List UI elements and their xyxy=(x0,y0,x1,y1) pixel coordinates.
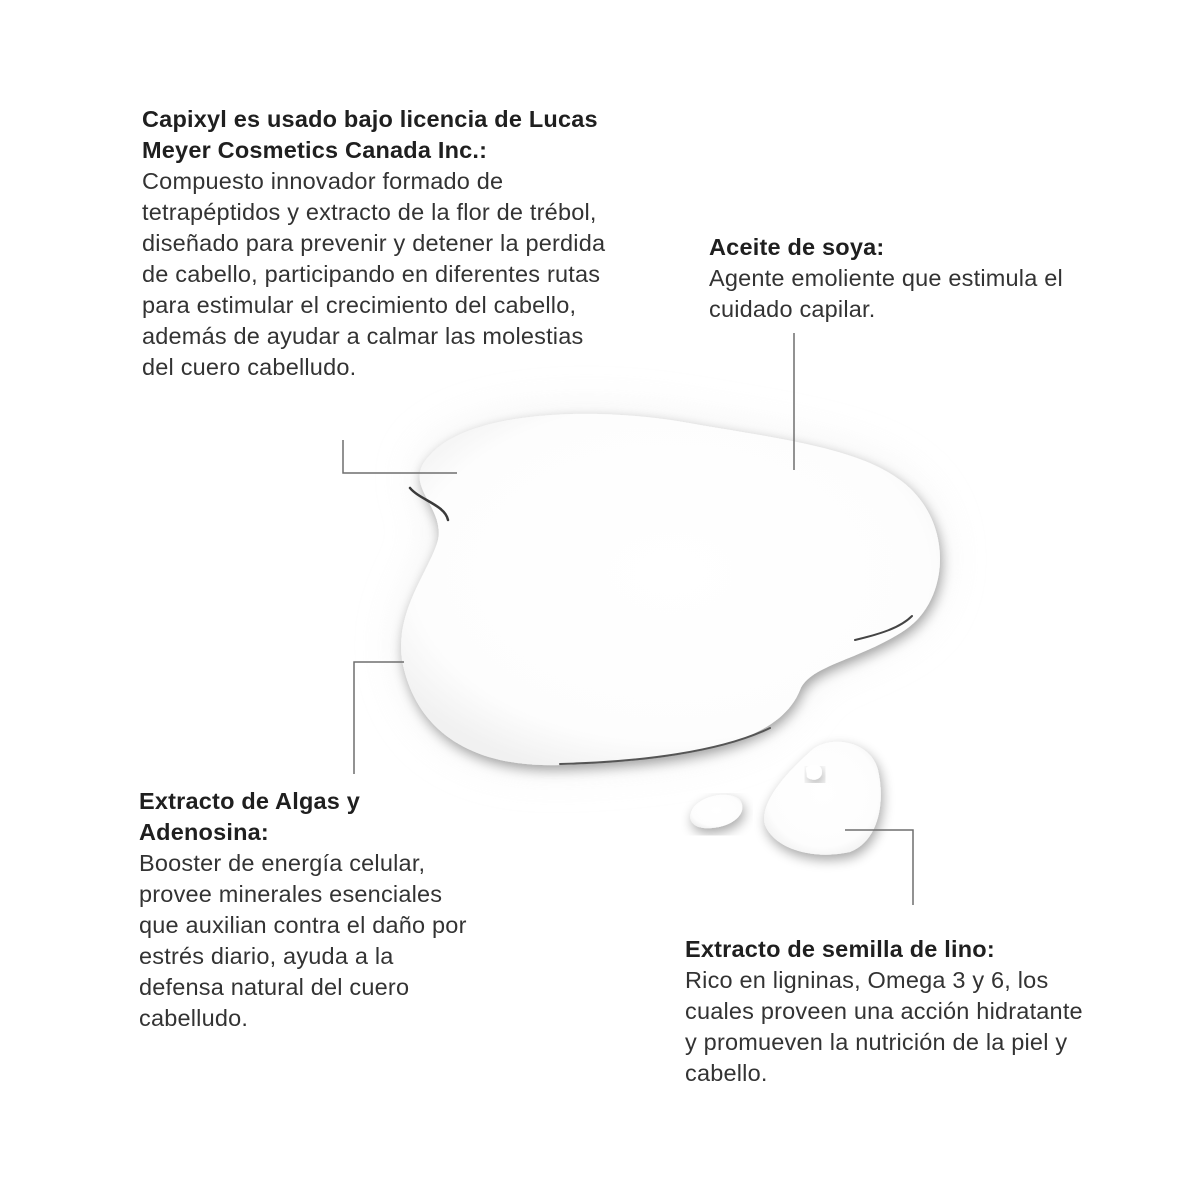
callout-soya xyxy=(709,232,1069,325)
leader-line-algas xyxy=(354,662,404,774)
callout-lino xyxy=(685,934,1085,1089)
callout-title: Extracto de semilla de lino: xyxy=(685,936,995,962)
cream-blob xyxy=(401,414,940,765)
callout-algas xyxy=(139,786,484,1034)
callout-title: Extracto de Algas y Adenosina: xyxy=(139,788,361,845)
cream-droplet-small xyxy=(690,795,742,829)
cream-droplet-large xyxy=(764,742,881,855)
cream-droplet-tiny xyxy=(806,765,822,780)
callout-body: Rico en ligninas, Omega 3 y 6, los cuales proveen una acción hidratante y promueven la nutrición de la piel y cabello. xyxy=(685,967,1083,1086)
callout-title: Capixyl es usado bajo licencia de Lucas Meyer Cosmetics Canada Inc.: xyxy=(142,106,598,163)
callout-title: Aceite de soya: xyxy=(709,234,885,260)
callout-body: Booster de energía celular, provee minerales esenciales que auxilian contra el daño por estrés diario, ayuda a la defensa natural del cuero cabelludo. xyxy=(139,850,467,1031)
callout-body: Agente emoliente que estimula el cuidado capilar. xyxy=(709,265,1063,322)
callout-capixyl xyxy=(142,104,622,383)
callout-body: Compuesto innovador formado de tetrapéptidos y extracto de la flor de trébol, diseñado para prevenir y detener la perdida de cabello, participando en diferentes rutas para estimular el crecimiento del cabello, además de ayudar a calmar las molestias del cuero cabelludo. xyxy=(142,168,606,380)
